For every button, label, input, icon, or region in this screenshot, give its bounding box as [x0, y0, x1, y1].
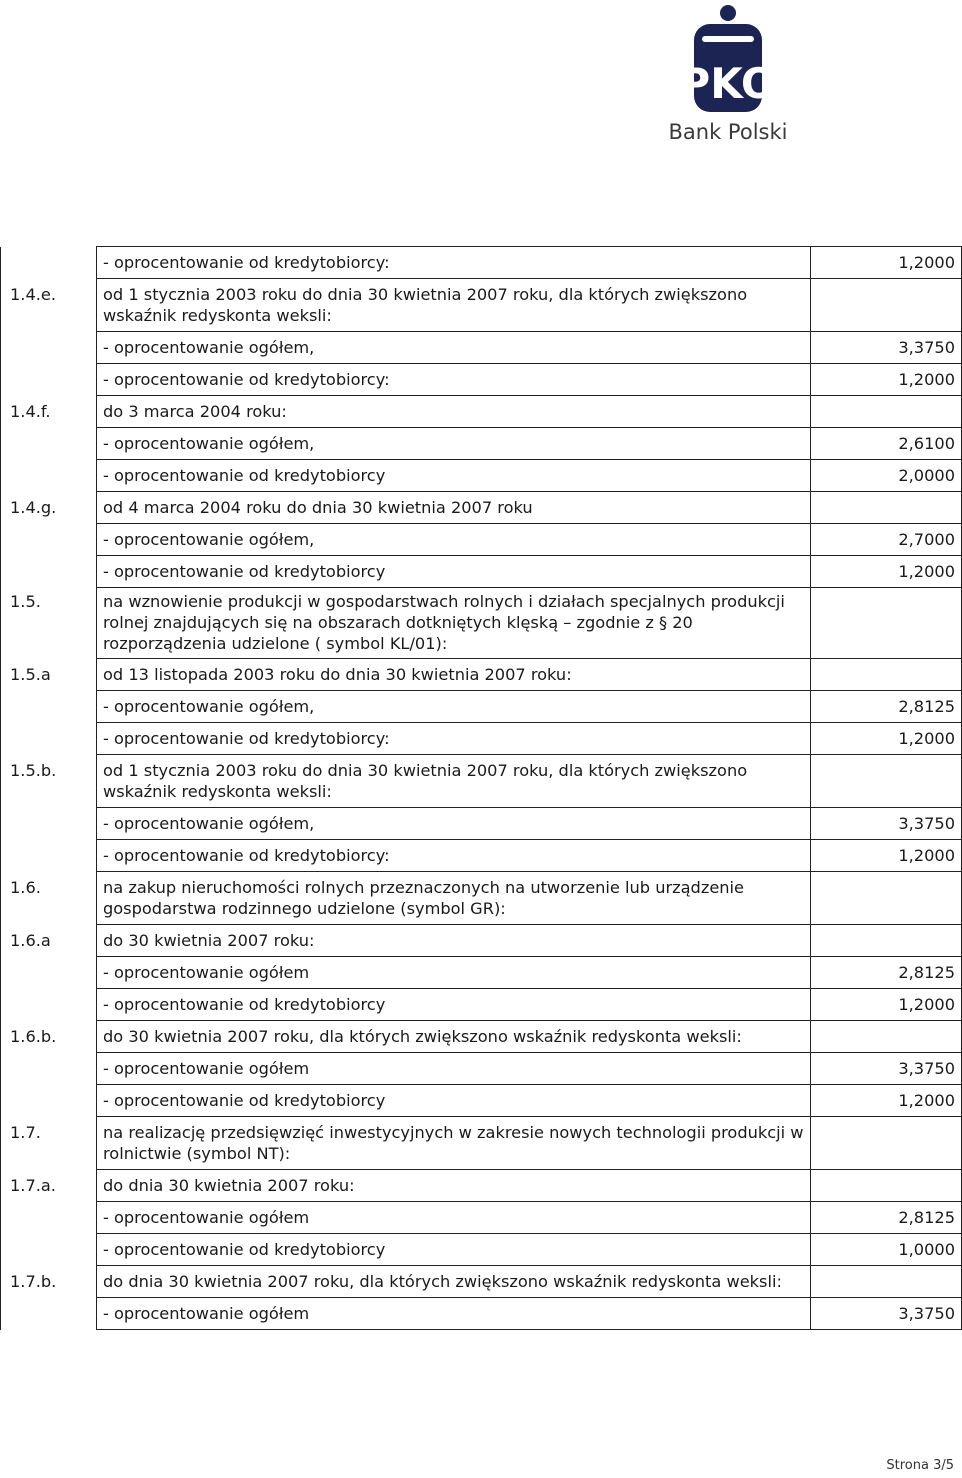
- rate-row: [1, 556, 962, 588]
- rate-row: [1, 989, 962, 1021]
- rate-row: [1, 364, 962, 396]
- section-description: od 13 listopada 2003 roku do dnia 30 kwietnia 2007 roku:: [97, 659, 811, 691]
- rate-label: - oprocentowanie ogółem: [97, 1202, 811, 1234]
- section-number: [1, 247, 97, 279]
- bank-logo: [668, 4, 788, 144]
- rate-value: 2,8125: [811, 957, 962, 989]
- section-number: 1.7.a.: [1, 1170, 97, 1202]
- section-row: [1, 396, 962, 428]
- rate-value: [811, 1170, 962, 1202]
- rate-value: [811, 659, 962, 691]
- rate-value: 1,2000: [811, 840, 962, 872]
- section-description: do 30 kwietnia 2007 roku, dla których zwiększono wskaźnik redyskonta weksli:: [97, 1021, 811, 1053]
- section-row: [1, 1117, 962, 1170]
- section-description: do 3 marca 2004 roku:: [97, 396, 811, 428]
- rate-row: [1, 247, 962, 279]
- rate-label: - oprocentowanie od kredytobiorcy:: [97, 840, 811, 872]
- section-row: [1, 755, 962, 808]
- section-number: 1.7.b.: [1, 1266, 97, 1298]
- section-row: [1, 492, 962, 524]
- rate-label: - oprocentowanie od kredytobiorcy:: [97, 247, 811, 279]
- section-row: [1, 1266, 962, 1298]
- interest-rate-table: [0, 246, 960, 1330]
- section-row: [1, 1021, 962, 1053]
- rate-value: 1,2000: [811, 1085, 962, 1117]
- section-number: 1.5.: [1, 588, 97, 659]
- rate-label: - oprocentowanie ogółem,: [97, 691, 811, 723]
- section-number: [1, 1234, 97, 1266]
- rate-value: [811, 925, 962, 957]
- rate-value: [811, 279, 962, 332]
- rate-value: [811, 588, 962, 659]
- rate-label: - oprocentowanie od kredytobiorcy: [97, 989, 811, 1021]
- section-number: 1.4.f.: [1, 396, 97, 428]
- rate-value: 2,8125: [811, 1202, 962, 1234]
- section-number: 1.6.b.: [1, 1021, 97, 1053]
- section-number: 1.4.g.: [1, 492, 97, 524]
- section-description: do dnia 30 kwietnia 2007 roku:: [97, 1170, 811, 1202]
- rate-label: - oprocentowanie ogółem: [97, 957, 811, 989]
- rate-value: [811, 396, 962, 428]
- rate-label: - oprocentowanie od kredytobiorcy: [97, 556, 811, 588]
- rate-row: [1, 524, 962, 556]
- rate-value: 1,2000: [811, 989, 962, 1021]
- rate-row: [1, 723, 962, 755]
- section-number: [1, 556, 97, 588]
- section-number: [1, 989, 97, 1021]
- rate-label: - oprocentowanie ogółem,: [97, 428, 811, 460]
- rate-row: [1, 460, 962, 492]
- section-row: [1, 1170, 962, 1202]
- rate-value: [811, 1266, 962, 1298]
- rate-value: 1,2000: [811, 556, 962, 588]
- rate-value: 1,2000: [811, 247, 962, 279]
- rate-row: [1, 332, 962, 364]
- brand-name: Bank Polski: [668, 120, 788, 144]
- section-number: 1.7.: [1, 1117, 97, 1170]
- section-number: 1.6.: [1, 872, 97, 925]
- rate-label: - oprocentowanie od kredytobiorcy:: [97, 723, 811, 755]
- section-number: [1, 524, 97, 556]
- section-description: od 1 stycznia 2003 roku do dnia 30 kwietnia 2007 roku, dla których zwiększono wskaźnik redyskonta weksli:: [97, 279, 811, 332]
- rate-label: - oprocentowanie od kredytobiorcy: [97, 1085, 811, 1117]
- section-description: od 4 marca 2004 roku do dnia 30 kwietnia 2007 roku: [97, 492, 811, 524]
- rate-value: 1,2000: [811, 723, 962, 755]
- section-number: 1.5.b.: [1, 755, 97, 808]
- rate-label: - oprocentowanie ogółem,: [97, 808, 811, 840]
- logo-lettering: PKO: [679, 59, 777, 108]
- rate-row: [1, 691, 962, 723]
- section-description: od 1 stycznia 2003 roku do dnia 30 kwietnia 2007 roku, dla których zwiększono wskaźnik redyskonta weksli:: [97, 755, 811, 808]
- section-number: [1, 364, 97, 396]
- rate-row: [1, 840, 962, 872]
- section-number: [1, 957, 97, 989]
- section-number: 1.4.e.: [1, 279, 97, 332]
- section-description: na zakup nieruchomości rolnych przeznaczonych na utworzenie lub urządzenie gospodarstwa rodzinnego udzielone (symbol GR):: [97, 872, 811, 925]
- section-number: [1, 808, 97, 840]
- rate-value: 1,0000: [811, 1234, 962, 1266]
- pko-logo-icon: [679, 4, 777, 116]
- rate-label: - oprocentowanie od kredytobiorcy: [97, 1234, 811, 1266]
- rate-row: [1, 1053, 962, 1085]
- rate-value: 3,3750: [811, 332, 962, 364]
- page-number: Strona 3/5: [886, 1458, 954, 1473]
- section-number: [1, 1298, 97, 1330]
- rate-value: 2,0000: [811, 460, 962, 492]
- section-number: [1, 723, 97, 755]
- section-number: [1, 332, 97, 364]
- section-description: do 30 kwietnia 2007 roku:: [97, 925, 811, 957]
- rate-value: 1,2000: [811, 364, 962, 396]
- rate-label: - oprocentowanie od kredytobiorcy:: [97, 364, 811, 396]
- rate-value: [811, 1021, 962, 1053]
- rate-value: [811, 755, 962, 808]
- section-row: [1, 659, 962, 691]
- section-description: do dnia 30 kwietnia 2007 roku, dla których zwiększono wskaźnik redyskonta weksli:: [97, 1266, 811, 1298]
- rate-label: - oprocentowanie ogółem: [97, 1053, 811, 1085]
- rate-value: 3,3750: [811, 808, 962, 840]
- section-row: [1, 872, 962, 925]
- section-number: [1, 428, 97, 460]
- rate-row: [1, 1298, 962, 1330]
- section-number: 1.6.a: [1, 925, 97, 957]
- section-row: [1, 279, 962, 332]
- rate-value: [811, 492, 962, 524]
- section-number: [1, 840, 97, 872]
- section-number: [1, 1202, 97, 1234]
- section-number: 1.5.a: [1, 659, 97, 691]
- rate-value: [811, 872, 962, 925]
- section-number: [1, 691, 97, 723]
- rate-value: 2,6100: [811, 428, 962, 460]
- rate-value: 2,8125: [811, 691, 962, 723]
- rate-label: - oprocentowanie ogółem: [97, 1298, 811, 1330]
- rate-row: [1, 1234, 962, 1266]
- rate-value: 3,3750: [811, 1298, 962, 1330]
- rate-label: - oprocentowanie ogółem,: [97, 332, 811, 364]
- section-row: [1, 925, 962, 957]
- rate-row: [1, 808, 962, 840]
- section-description: na wznowienie produkcji w gospodarstwach rolnych i działach specjalnych produkcji rolnej znajdujących się na obszarach dotkniętych klęską – zgodnie z § 20 rozporządzenia udzielone ( symbol KL/01):: [97, 588, 811, 659]
- section-number: [1, 1085, 97, 1117]
- rate-row: [1, 1202, 962, 1234]
- rate-row: [1, 1085, 962, 1117]
- rate-row: [1, 428, 962, 460]
- section-number: [1, 460, 97, 492]
- rate-row: [1, 957, 962, 989]
- rate-label: - oprocentowanie ogółem,: [97, 524, 811, 556]
- rate-label: - oprocentowanie od kredytobiorcy: [97, 460, 811, 492]
- rate-value: 3,3750: [811, 1053, 962, 1085]
- rate-value: [811, 1117, 962, 1170]
- section-number: [1, 1053, 97, 1085]
- section-description: na realizację przedsięwzięć inwestycyjnych w zakresie nowych technologii produkcji w rolnictwie (symbol NT):: [97, 1117, 811, 1170]
- rate-value: 2,7000: [811, 524, 962, 556]
- section-row: [1, 588, 962, 659]
